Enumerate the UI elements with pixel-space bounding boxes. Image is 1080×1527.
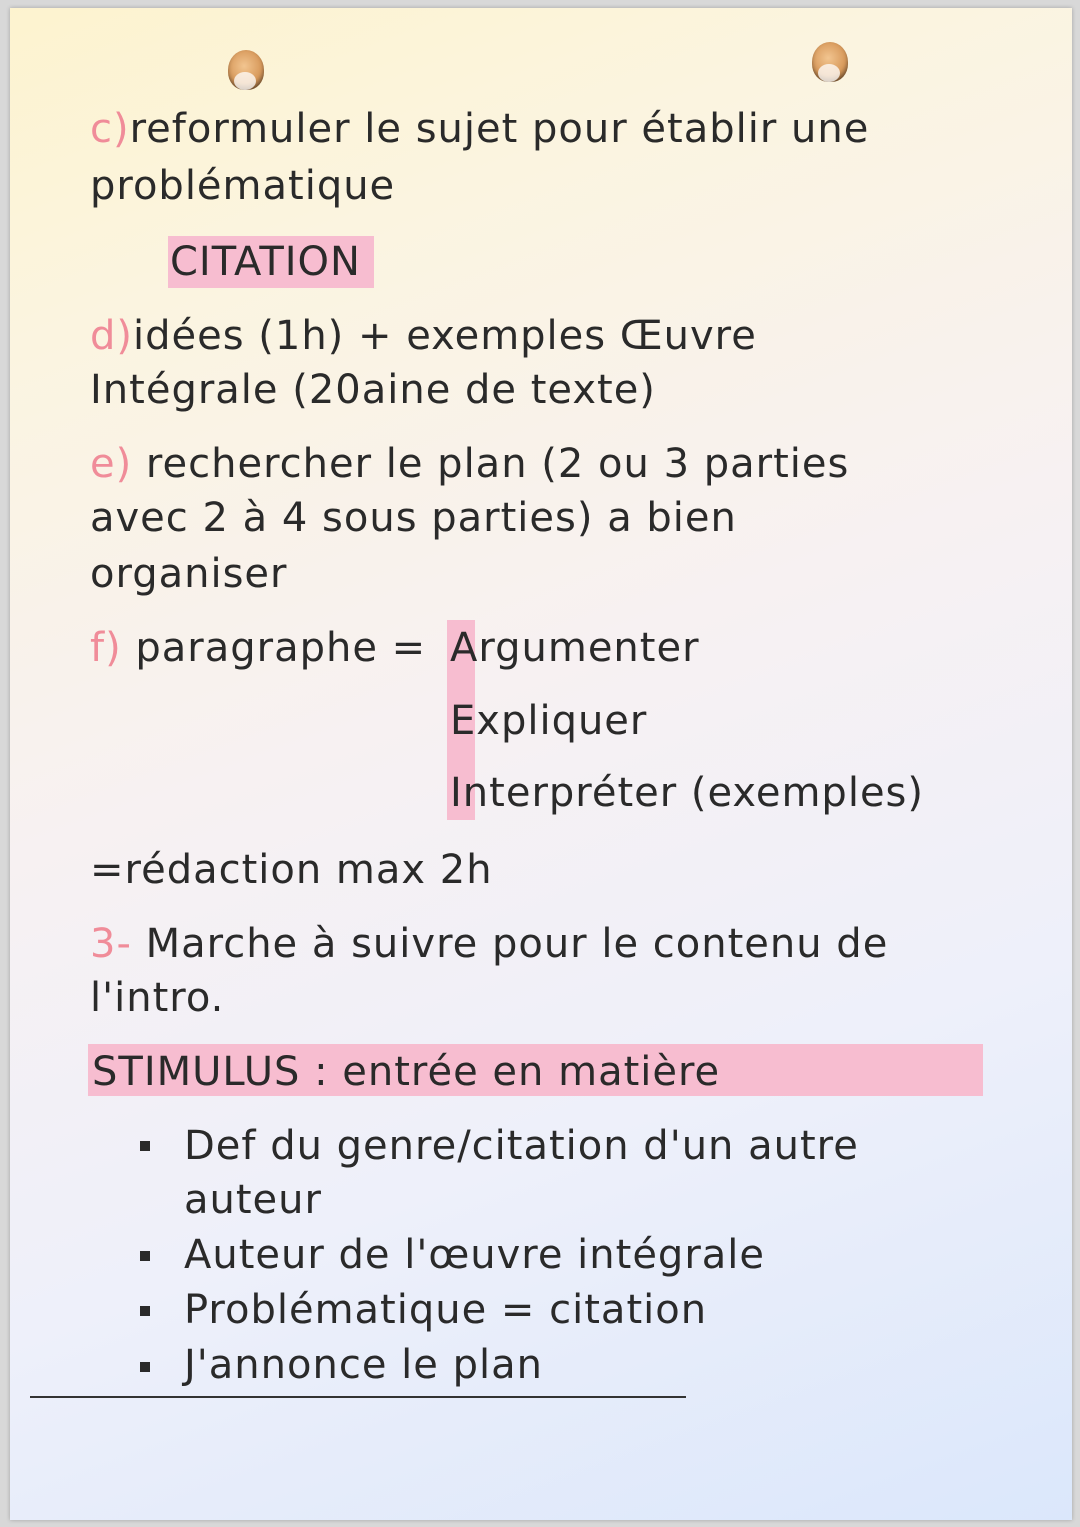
bullet-3: Problématique = citation	[184, 1287, 708, 1333]
bullet-1-line1: Def du genre/citation d'un autre	[184, 1123, 859, 1169]
step-c-cont: problématique	[90, 163, 396, 209]
step-e-text: rechercher le plan (2 ou 3 parties	[132, 441, 850, 487]
step-f-marker: f)	[90, 625, 122, 671]
citation-label: CITATION	[170, 239, 361, 285]
bullet-1-line2: auteur	[184, 1177, 322, 1223]
step-e-cont1: avec 2 à 4 sous parties) a bien	[90, 495, 737, 541]
step-c-line	[90, 105, 869, 153]
step-c-marker: c)	[90, 106, 130, 152]
step-f-item-interpreter: Interpréter (exemples)	[450, 770, 924, 816]
bullet-marker	[140, 1251, 150, 1261]
step-f-item-argumenter: Argumenter	[450, 625, 700, 671]
bullet-marker	[140, 1141, 150, 1151]
section-3-cont: l'intro.	[90, 975, 225, 1021]
step-d-marker: d)	[90, 313, 133, 359]
step-d-text: idées (1h) + exemples Œuvre	[133, 313, 757, 359]
step-d-line	[90, 312, 757, 360]
redaction-line: =rédaction max 2h	[90, 847, 493, 893]
bottom-rule	[30, 1396, 686, 1398]
step-c-text: reformuler le sujet pour établir une	[129, 106, 870, 152]
section-3-heading	[90, 920, 888, 968]
step-e-line	[90, 440, 849, 488]
bullet-2: Auteur de l'œuvre intégrale	[184, 1232, 766, 1278]
bullet-4: J'annonce le plan	[184, 1342, 543, 1388]
step-e-cont2: organiser	[90, 551, 288, 597]
step-f-item-expliquer: Expliquer	[450, 698, 648, 744]
punch-hole-left	[228, 50, 264, 90]
step-e-marker: e)	[90, 441, 133, 487]
step-f-text: paragraphe =	[121, 625, 427, 671]
section-3-text: Marche à suivre pour le contenu de	[131, 921, 889, 967]
step-d-cont: Intégrale (20aine de texte)	[90, 367, 656, 413]
stimulus-heading: STIMULUS : entrée en matière	[92, 1049, 721, 1095]
bullet-marker	[140, 1362, 150, 1372]
punch-hole-right	[812, 42, 848, 82]
step-f-line	[90, 624, 426, 672]
bullet-marker	[140, 1306, 150, 1316]
section-3-marker: 3-	[90, 921, 132, 967]
